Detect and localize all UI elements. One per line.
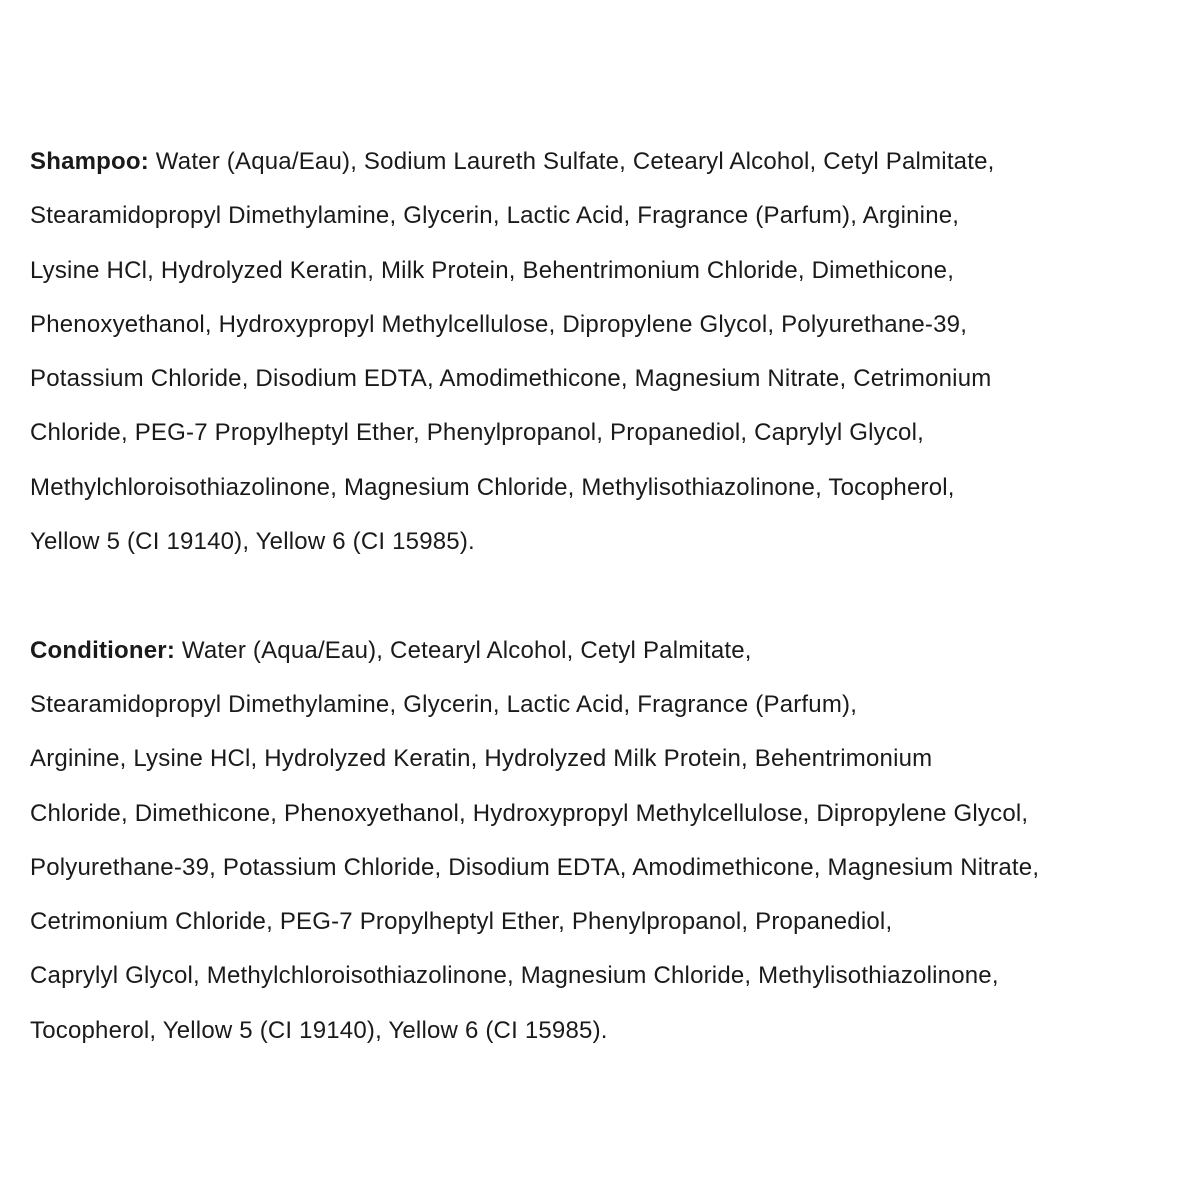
shampoo-ingredients (30, 135, 1200, 569)
ingredients-document (30, 135, 1200, 1058)
ingredient-line (30, 135, 1200, 189)
section-label: Shampoo: (30, 148, 149, 175)
ingredient-line: Phenoxyethanol, Hydroxypropyl Methylcellulose, Dipropylene Glycol, Polyurethane-39, (30, 310, 968, 338)
ingredient-line: Tocopherol, Yellow 5 (CI 19140), Yellow 6 (CI 15985). (30, 1016, 608, 1044)
ingredient-text: Water (Aqua/Eau), Sodium Laureth Sulfate, Cetearyl Alcohol, Cetyl Palmitate, (148, 148, 995, 175)
ingredient-line (30, 624, 1200, 678)
ingredient-line: Potassium Chloride, Disodium EDTA, Amodimethicone, Magnesium Nitrate, Cetrimonium (30, 365, 992, 393)
ingredient-line: Arginine, Lysine HCl, Hydrolyzed Keratin, Hydrolyzed Milk Protein, Behentrimonium (30, 745, 933, 773)
ingredient-line: Stearamidopropyl Dimethylamine, Glycerin, Lactic Acid, Fragrance (Parfum), Arginine, (30, 202, 960, 230)
ingredient-line: Stearamidopropyl Dimethylamine, Glycerin, Lactic Acid, Fragrance (Parfum), (30, 690, 858, 718)
ingredient-line: Lysine HCl, Hydrolyzed Keratin, Milk Protein, Behentrimonium Chloride, Dimethicone, (30, 256, 955, 284)
ingredient-text: Water (Aqua/Eau), Cetearyl Alcohol, Cetyl Palmitate, (175, 636, 752, 664)
conditioner-ingredients (30, 624, 1200, 1058)
ingredient-line: Polyurethane-39, Potassium Chloride, Disodium EDTA, Amodimethicone, Magnesium Nitrate, (30, 853, 1040, 881)
ingredient-line: Chloride, PEG-7 Propylheptyl Ether, Phenylpropanol, Propanediol, Caprylyl Glycol, (30, 419, 924, 447)
ingredient-line: Methylchloroisothiazolinone, Magnesium Chloride, Methylisothiazolinone, Tocopherol, (30, 473, 955, 501)
ingredient-line: Chloride, Dimethicone, Phenoxyethanol, Hydroxypropyl Methylcellulose, Dipropylene Glycol, (30, 799, 1029, 827)
ingredient-line: Caprylyl Glycol, Methylchloroisothiazolinone, Magnesium Chloride, Methylisothiazolinone, (30, 962, 999, 990)
ingredient-line: Cetrimonium Chloride, PEG-7 Propylheptyl Ether, Phenylpropanol, Propanediol, (30, 908, 893, 936)
ingredient-line: Yellow 5 (CI 19140), Yellow 6 (CI 15985). (30, 528, 475, 556)
section-label: Conditioner: (30, 636, 176, 664)
